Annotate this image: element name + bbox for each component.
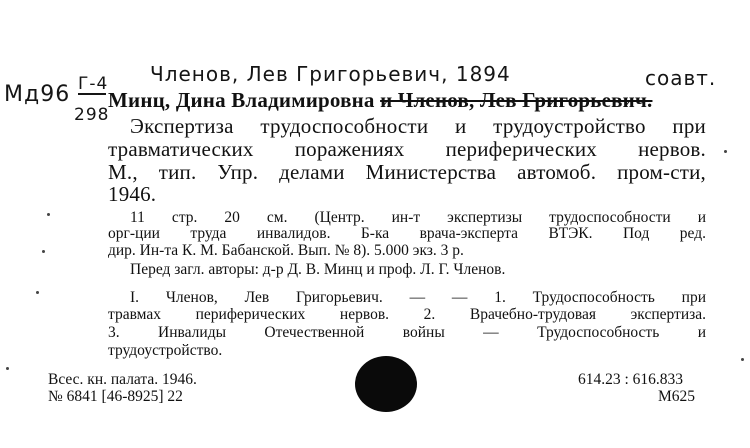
tracing-line: травмах периферических нервов. 2. Врачебно-трудовая экспертиза. xyxy=(108,306,706,323)
scan-speck xyxy=(42,250,45,253)
title-line: травматических поражениях периферических нервов. xyxy=(108,137,706,161)
handwritten-fraction-top: Г-4 xyxy=(78,74,109,94)
note-line: Перед загл. авторы: д-р Д. В. Минц и проф. Л. Г. Членов. xyxy=(130,261,506,278)
collation-line: дир. Ин-та К. М. Бабанской. Вып. № 8). 5.000 экз. 3 р. xyxy=(108,242,464,259)
title-line: 1946. xyxy=(108,182,157,206)
author-heading-struck: и Членов, Лев Григорьевич. xyxy=(380,88,653,112)
title-line: М., тип. Упр. делами Министерства автомоб. пром-сти, xyxy=(108,160,706,184)
handwritten-fraction-bottom: 298 xyxy=(74,105,110,125)
scan-speck xyxy=(724,150,727,153)
tracing-line: трудоустройство. xyxy=(108,342,223,359)
title-line: Экспертиза трудоспособности и трудоустройство при xyxy=(130,114,706,138)
scan-speck xyxy=(47,213,50,216)
tracing-line: I. Членов, Лев Григорьевич. — — 1. Трудоспособность при xyxy=(130,289,706,306)
udc-classification: 614.23 : 616.833 xyxy=(578,371,684,388)
collation-line: 11 стр. 20 см. (Центр. ин-т экспертизы трудоспособности и xyxy=(130,209,706,226)
scan-speck xyxy=(6,367,9,370)
scan-speck xyxy=(741,358,744,361)
tracing-line: 3. Инвалиды Отечественной войны — Трудоспособность и xyxy=(108,324,706,341)
collation-line: орг-ции труда инвалидов. Б-ка врача-эксперта ВТЭК. Под ред. xyxy=(108,225,706,242)
handwritten-coauthor-note: соавт. xyxy=(645,66,717,90)
card-punch-hole xyxy=(355,356,417,412)
author-heading-names: Минц, Дина Владимировна xyxy=(108,88,375,112)
handwritten-shelf-mark: Мд96 xyxy=(4,82,71,107)
registration-number: № 6841 [46-8925] 22 xyxy=(48,388,183,405)
book-chamber-line: Всес. кн. палата. 1946. xyxy=(48,371,197,388)
author-heading xyxy=(108,89,652,111)
scan-speck xyxy=(36,291,39,294)
author-mark: М625 xyxy=(658,388,696,405)
handwritten-name-line: Членов, Лев Григорьевич, 1894 xyxy=(150,62,511,86)
